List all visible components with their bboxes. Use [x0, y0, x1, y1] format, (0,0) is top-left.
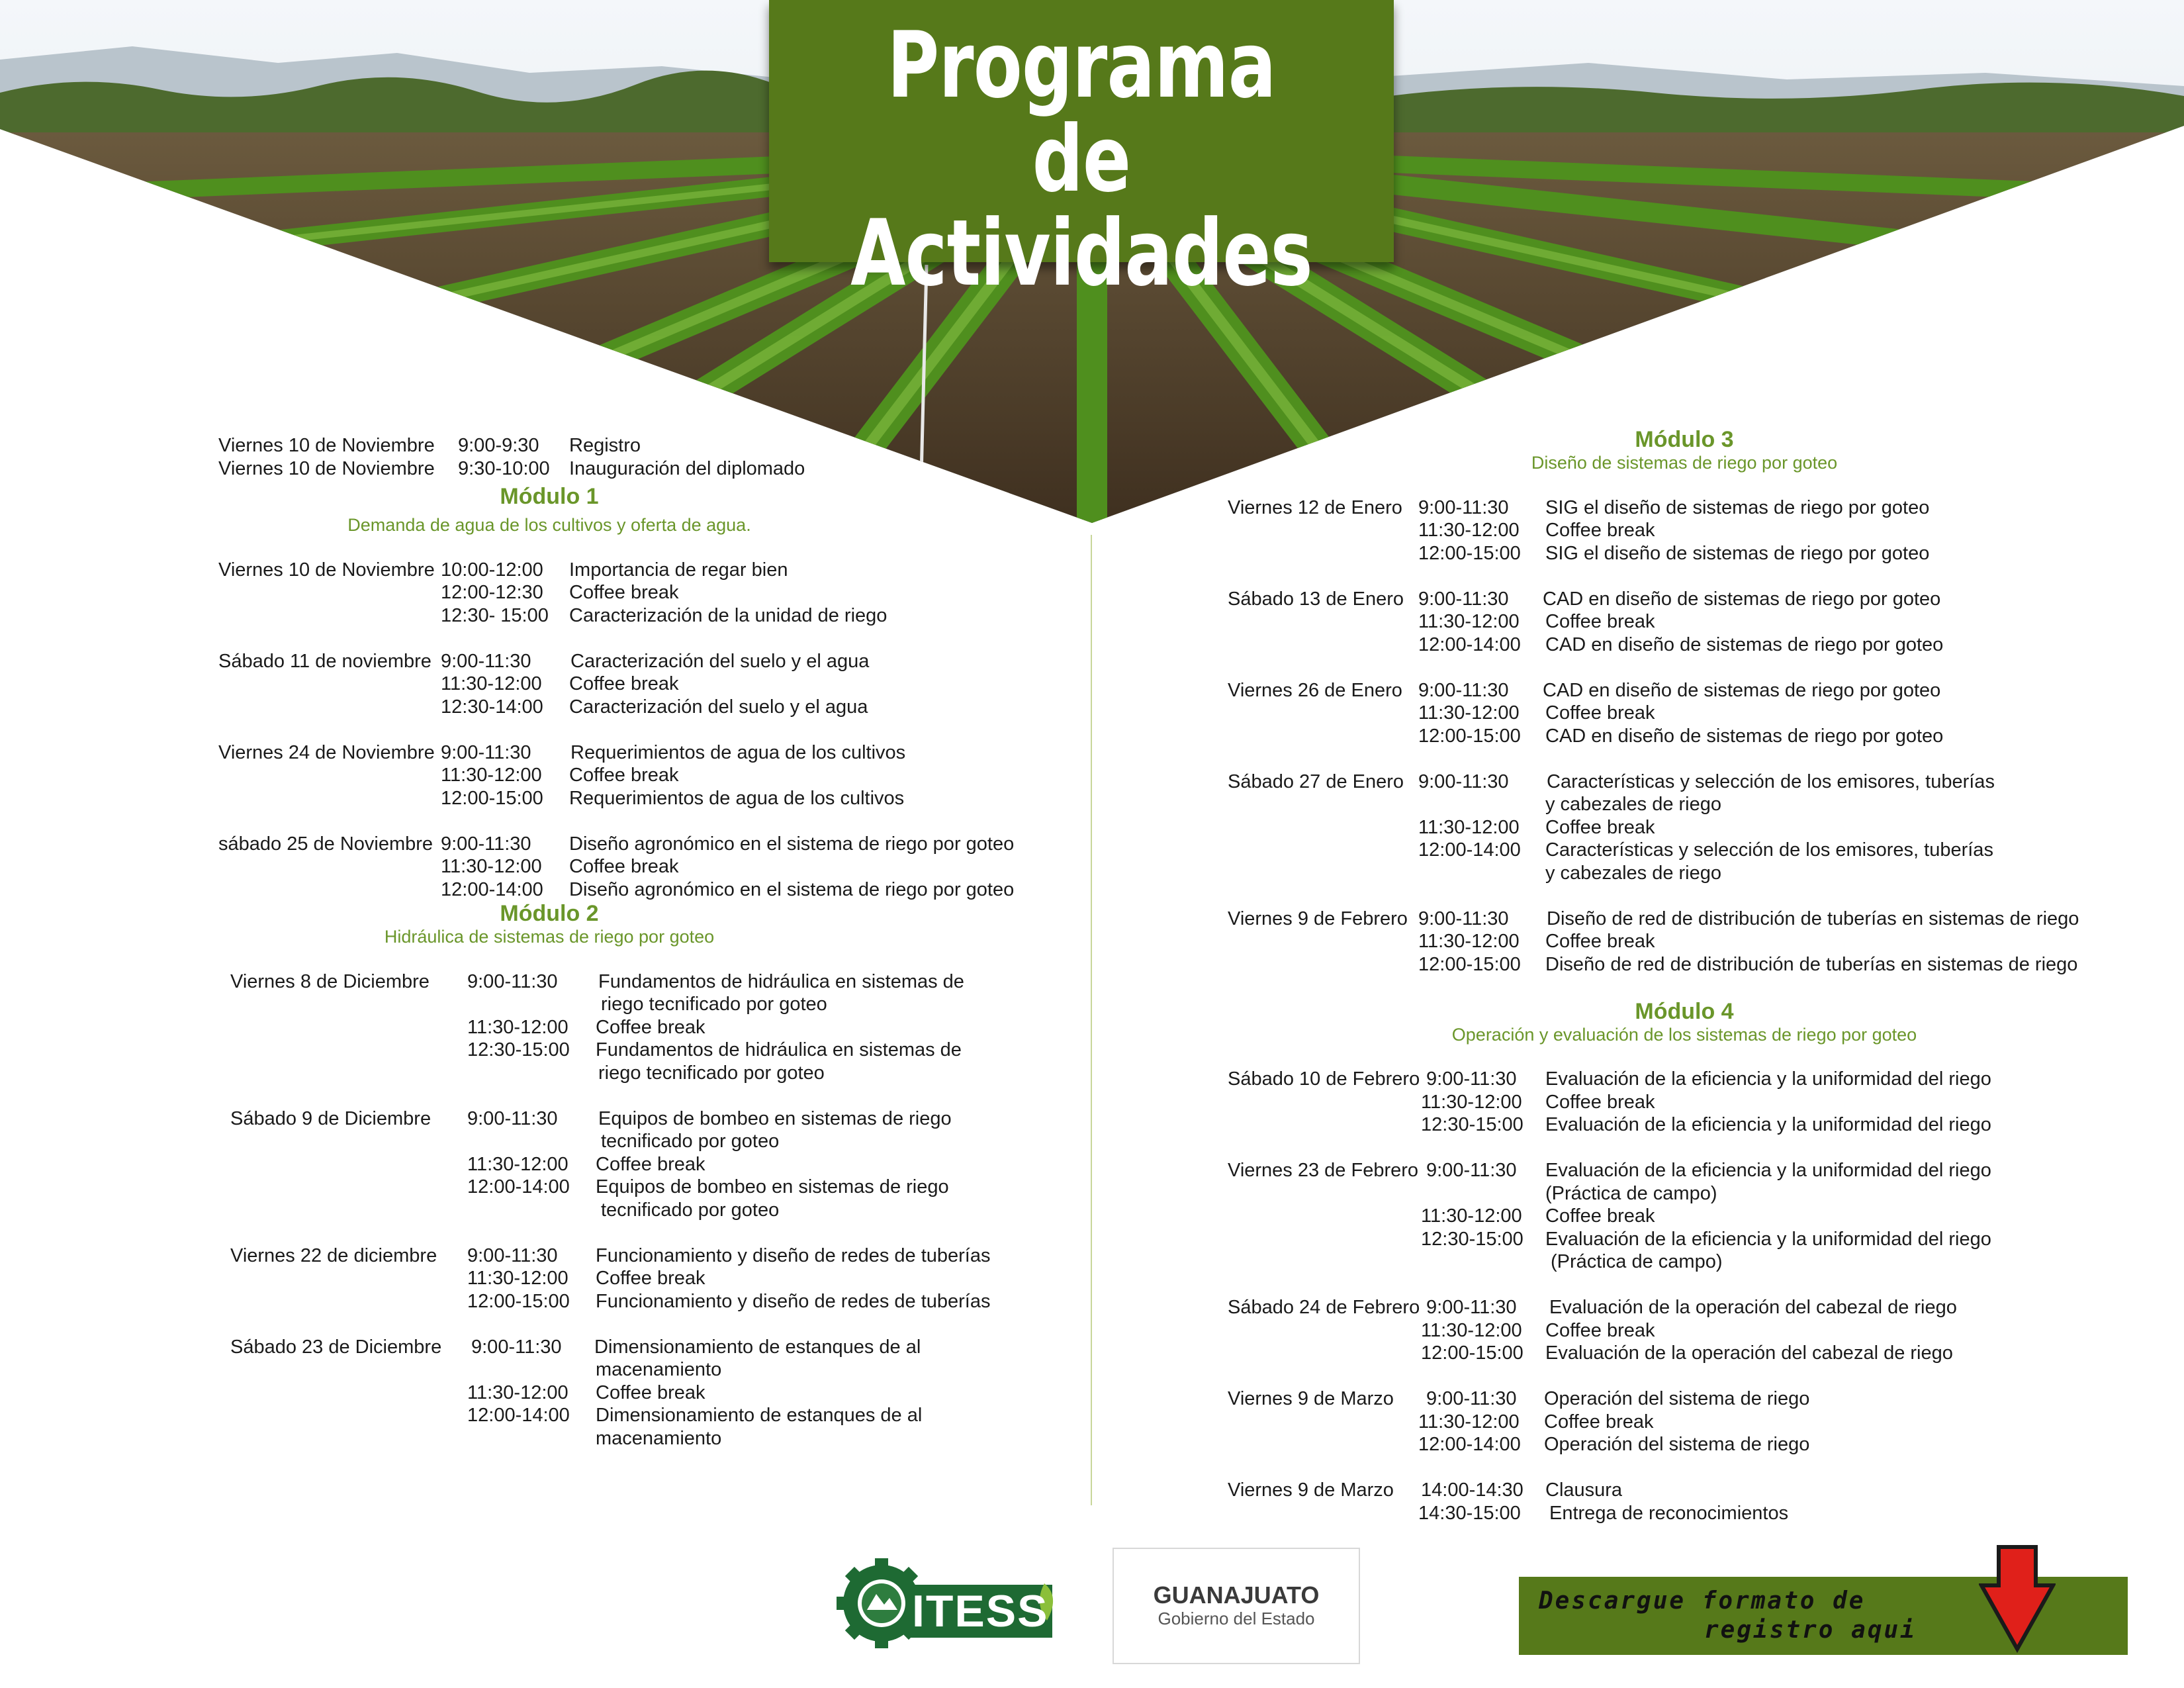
time: 12:00-14:00: [1418, 839, 1521, 861]
module-4-sessions: [1228, 1068, 2154, 1524]
date: Viernes 9 de Marzo: [1228, 1388, 1394, 1409]
date: Viernes 10 de Noviembre: [218, 559, 435, 581]
activity: Dimensionamiento de estanques de al: [596, 1405, 923, 1426]
date: Viernes 23 de Febrero: [1228, 1160, 1419, 1181]
activity: Coffee break: [1545, 702, 1655, 724]
module-title: Módulo 1: [500, 484, 599, 509]
column-divider: [1091, 535, 1092, 1505]
session: [1228, 1296, 2154, 1365]
activity: Evaluación de la eficiencia y la uniformidad del riego: [1545, 1068, 1991, 1090]
activity: Fundamentos de hidráulica en sistemas de: [598, 970, 964, 992]
time: 12:30-15:00: [1421, 1228, 1524, 1250]
time: 14:30-15:00: [1418, 1502, 1521, 1524]
activity: Funcionamiento y diseño de redes de tuberías: [596, 1244, 991, 1266]
guanajuato-logo: [1113, 1548, 1360, 1664]
date: Sábado 11 de noviembre: [218, 650, 432, 672]
module-subtitle: Hidráulica de sistemas de riego por goteo: [384, 927, 715, 947]
activity: Diseño de red de distribución de tuberías en sistemas de riego: [1545, 953, 2078, 975]
time: 11:30-12:00: [441, 673, 542, 694]
activity: Coffee break: [569, 856, 679, 877]
activity: y cabezales de riego: [1545, 862, 1721, 884]
activity: Funcionamiento y diseño de redes de tuberías: [596, 1290, 991, 1312]
activity: SIG el diseño de sistemas de riego por goteo: [1545, 542, 1930, 564]
activity: Coffee break: [569, 582, 679, 603]
time: 9:00-11:30: [441, 833, 531, 855]
time: 11:30-12:00: [441, 765, 542, 786]
session: [230, 1107, 1085, 1222]
time: 11:30-12:00: [1418, 611, 1520, 632]
activity: Coffee break: [1545, 1205, 1655, 1227]
session: [1228, 1068, 2154, 1137]
module-title: Módulo 2: [500, 901, 599, 926]
activity: Operación del sistema de riego: [1544, 1388, 1810, 1409]
activity: CAD en diseño de sistemas de riego por goteo: [1545, 633, 1944, 655]
time: 11:30-12:00: [1418, 816, 1520, 838]
activity: Fundamentos de hidráulica en sistemas de: [596, 1039, 962, 1060]
activity: Coffee break: [596, 1268, 705, 1289]
date: Sábado 23 de Diciembre: [230, 1336, 442, 1358]
activity: Evaluación de la eficiencia y la uniformidad del riego: [1545, 1160, 1991, 1181]
time: 12:00-15:00: [1421, 1342, 1524, 1364]
time: 12:00-14:00: [1418, 633, 1521, 655]
session: [230, 970, 1085, 1085]
time: 11:30-12:00: [1418, 931, 1520, 952]
activity: Coffee break: [1545, 1091, 1655, 1113]
module-2-sessions: [218, 970, 1085, 1450]
time: 11:30-12:00: [1421, 1319, 1522, 1341]
session: [1228, 679, 2154, 748]
date: Sábado 27 de Enero: [1228, 771, 1404, 792]
activity: Coffee break: [569, 673, 679, 694]
activity: Entrega de reconocimientos: [1549, 1502, 1789, 1524]
intro-row: [218, 457, 1085, 481]
date: Viernes 10 de Noviembre: [218, 457, 435, 479]
time: 9:00-11:30: [467, 1244, 558, 1266]
date: Sábado 10 de Febrero: [1228, 1068, 1420, 1090]
activity: Clausura: [1545, 1479, 1623, 1501]
time: 9:00-11:30: [1418, 679, 1509, 701]
activity: Coffee break: [596, 1016, 705, 1038]
left-column: [218, 434, 1085, 1450]
activity: Dimensionamiento de estanques de al: [594, 1336, 921, 1358]
time: 11:30-12:00: [1418, 1411, 1520, 1432]
activity: Características y selección de los emisores, tuberías: [1545, 839, 1993, 861]
date: Viernes 12 de Enero: [1228, 496, 1402, 518]
date: Viernes 9 de Marzo: [1228, 1479, 1394, 1501]
module-subtitle: Demanda de agua de los cultivos y oferta de agua.: [347, 515, 751, 535]
intro-row: [218, 434, 1085, 457]
guanajuato-subtitle: Gobierno del Estado: [1158, 1609, 1315, 1628]
activity: Requerimientos de agua de los cultivos: [570, 741, 906, 763]
activity: Caracterización del suelo y el agua: [570, 650, 870, 672]
activity: riego tecnificado por goteo: [601, 994, 827, 1015]
time: 14:00-14:30: [1421, 1479, 1524, 1501]
session: [218, 741, 1085, 810]
date: Sábado 13 de Enero: [1228, 588, 1404, 610]
session: [1228, 1159, 2154, 1274]
module-3-sessions: [1228, 496, 2154, 976]
activity: Coffee break: [1545, 520, 1655, 541]
time: 12:00-15:00: [1418, 953, 1521, 975]
activity: Coffee break: [1545, 611, 1655, 632]
session: [1228, 496, 2154, 565]
session: [218, 559, 1085, 628]
session: [230, 1336, 1085, 1450]
date: Viernes 24 de Noviembre: [218, 741, 435, 763]
time: 12:00-12:30: [441, 582, 543, 603]
time: 10:00-12:00: [441, 559, 543, 581]
right-column: [1228, 427, 2154, 1524]
activity: Coffee break: [596, 1382, 705, 1403]
time: 9:00-11:30: [471, 1336, 562, 1358]
date: Viernes 26 de Enero: [1228, 679, 1402, 701]
time: 12:00-14:00: [467, 1405, 570, 1426]
time: 9:00-11:30: [1418, 908, 1509, 929]
module-1-sessions: [218, 559, 1085, 902]
time: 11:30-12:00: [1421, 1091, 1522, 1113]
activity: Evaluación de la operación del cabezal de riego: [1549, 1297, 1957, 1318]
activity: Diseño agronómico en el sistema de riego por goteo: [569, 833, 1015, 855]
time: 11:30-12:00: [1418, 702, 1520, 724]
title-line-1: Programa de: [887, 12, 1276, 212]
time: 9:00-11:30: [467, 970, 558, 992]
time: 9:00-11:30: [1426, 1297, 1517, 1318]
time: 12:00-15:00: [441, 787, 543, 809]
activity: Requerimientos de agua de los cultivos: [569, 787, 905, 809]
activity: Coffee break: [1544, 1411, 1654, 1432]
title-banner: [769, 0, 1394, 306]
activity: Coffee break: [1545, 816, 1655, 838]
activity: Caracterización de la unidad de riego: [569, 604, 887, 626]
activity: Diseño de red de distribución de tuberías en sistemas de riego: [1547, 908, 2079, 929]
session: [218, 833, 1085, 902]
date: Sábado 9 de Diciembre: [230, 1107, 432, 1129]
time: 9:00-9:30: [458, 435, 539, 456]
time: 11:30-12:00: [1418, 520, 1520, 541]
time: 11:30-12:00: [467, 1268, 569, 1289]
activity: Diseño agronómico en el sistema de riego por goteo: [569, 878, 1015, 900]
time: 11:30-12:00: [467, 1382, 569, 1403]
session: [1228, 908, 2154, 976]
activity: Características y selección de los emisores, tuberías: [1547, 771, 1995, 792]
activity: Coffee break: [1545, 931, 1655, 952]
time: 9:00-11:30: [1418, 771, 1509, 792]
activity: Evaluación de la eficiencia y la uniformidad del riego: [1545, 1228, 1991, 1250]
activity: CAD en diseño de sistemas de riego por goteo: [1545, 725, 1944, 747]
guanajuato-title: GUANAJUATO: [1153, 1581, 1320, 1609]
time: 12:30-14:00: [441, 696, 543, 718]
date: Viernes 9 de Febrero: [1228, 908, 1408, 929]
time: 11:30-12:00: [441, 856, 542, 877]
session: [1228, 771, 2154, 885]
activity: y cabezales de riego: [1545, 794, 1721, 815]
module-subtitle: Diseño de sistemas de riego por goteo: [1531, 453, 1838, 473]
time: 9:30-10:00: [458, 457, 550, 479]
time: 12:00-15:00: [1418, 542, 1521, 564]
activity: Operación del sistema de riego: [1544, 1434, 1810, 1455]
time: 12:00-14:00: [441, 878, 543, 900]
activity: (Práctica de campo): [1551, 1251, 1723, 1272]
activity: Registro: [569, 435, 641, 456]
activity: Importancia de regar bien: [569, 559, 788, 581]
time: 9:00-11:30: [1418, 588, 1509, 610]
activity: Equipos de bombeo en sistemas de riego: [596, 1176, 949, 1197]
download-button-line-1: Descargue formato de: [1539, 1587, 1866, 1615]
arrow-down-icon[interactable]: [1979, 1544, 2056, 1653]
time: 12:00-15:00: [467, 1290, 570, 1312]
activity: Coffee break: [1545, 1319, 1655, 1341]
time: 12:00-14:00: [1418, 1434, 1521, 1455]
activity: Inauguración del diplomado: [569, 457, 805, 479]
date: Sábado 24 de Febrero: [1228, 1297, 1420, 1318]
time: 12:30- 15:00: [441, 604, 549, 626]
date: Viernes 10 de Noviembre: [218, 435, 435, 456]
date: sábado 25 de Noviembre: [218, 833, 433, 855]
time: 12:30-15:00: [467, 1039, 570, 1060]
title-line-2: Actividades: [850, 200, 1312, 306]
activity: Equipos de bombeo en sistemas de riego: [598, 1107, 952, 1129]
activity: CAD en diseño de sistemas de riego por goteo: [1543, 588, 1941, 610]
activity: macenamiento: [596, 1359, 722, 1380]
activity: SIG el diseño de sistemas de riego por goteo: [1545, 496, 1930, 518]
time: 9:00-11:30: [441, 650, 531, 672]
activity: Caracterización del suelo y el agua: [569, 696, 868, 718]
date: Viernes 8 de Diciembre: [230, 970, 430, 992]
activity: macenamiento: [596, 1427, 722, 1449]
activity: (Práctica de campo): [1545, 1182, 1717, 1204]
time: 12:00-15:00: [1418, 725, 1521, 747]
activity: riego tecnificado por goteo: [598, 1062, 825, 1084]
time: 9:00-11:30: [1426, 1388, 1517, 1409]
activity: tecnificado por goteo: [601, 1199, 780, 1221]
activity: CAD en diseño de sistemas de riego por goteo: [1543, 679, 1941, 701]
time: 12:30-15:00: [1421, 1114, 1524, 1135]
time: 9:00-11:30: [1418, 496, 1509, 518]
activity: Evaluación de la operación del cabezal de riego: [1545, 1342, 1953, 1364]
module-title: Módulo 4: [1635, 998, 1734, 1024]
download-button-line-2: registro aqui: [1704, 1617, 1917, 1644]
module-title: Módulo 3: [1635, 427, 1734, 452]
time: 9:00-11:30: [467, 1107, 558, 1129]
time: 11:30-12:00: [467, 1016, 569, 1038]
session: [230, 1244, 1085, 1313]
activity: Evaluación de la eficiencia y la uniformidad del riego: [1545, 1114, 1991, 1135]
time: 12:00-14:00: [467, 1176, 570, 1197]
activity: Coffee break: [596, 1153, 705, 1175]
module-subtitle: Operación y evaluación de los sistemas de riego por goteo: [1451, 1024, 1917, 1045]
session: [1228, 588, 2154, 657]
time: 9:00-11:30: [1426, 1160, 1517, 1181]
time: 11:30-12:00: [467, 1153, 569, 1175]
time: 9:00-11:30: [441, 741, 531, 763]
session: [218, 650, 1085, 719]
itess-logo-text: ITESS: [912, 1586, 1049, 1636]
time: 11:30-12:00: [1421, 1205, 1522, 1227]
activity: tecnificado por goteo: [601, 1131, 780, 1152]
itess-logo: [835, 1557, 1060, 1650]
activity: Coffee break: [569, 765, 679, 786]
session: [1228, 1387, 2154, 1456]
time: 9:00-11:30: [1426, 1068, 1517, 1090]
date: Viernes 22 de diciembre: [230, 1244, 437, 1266]
session: [1228, 1479, 2154, 1524]
